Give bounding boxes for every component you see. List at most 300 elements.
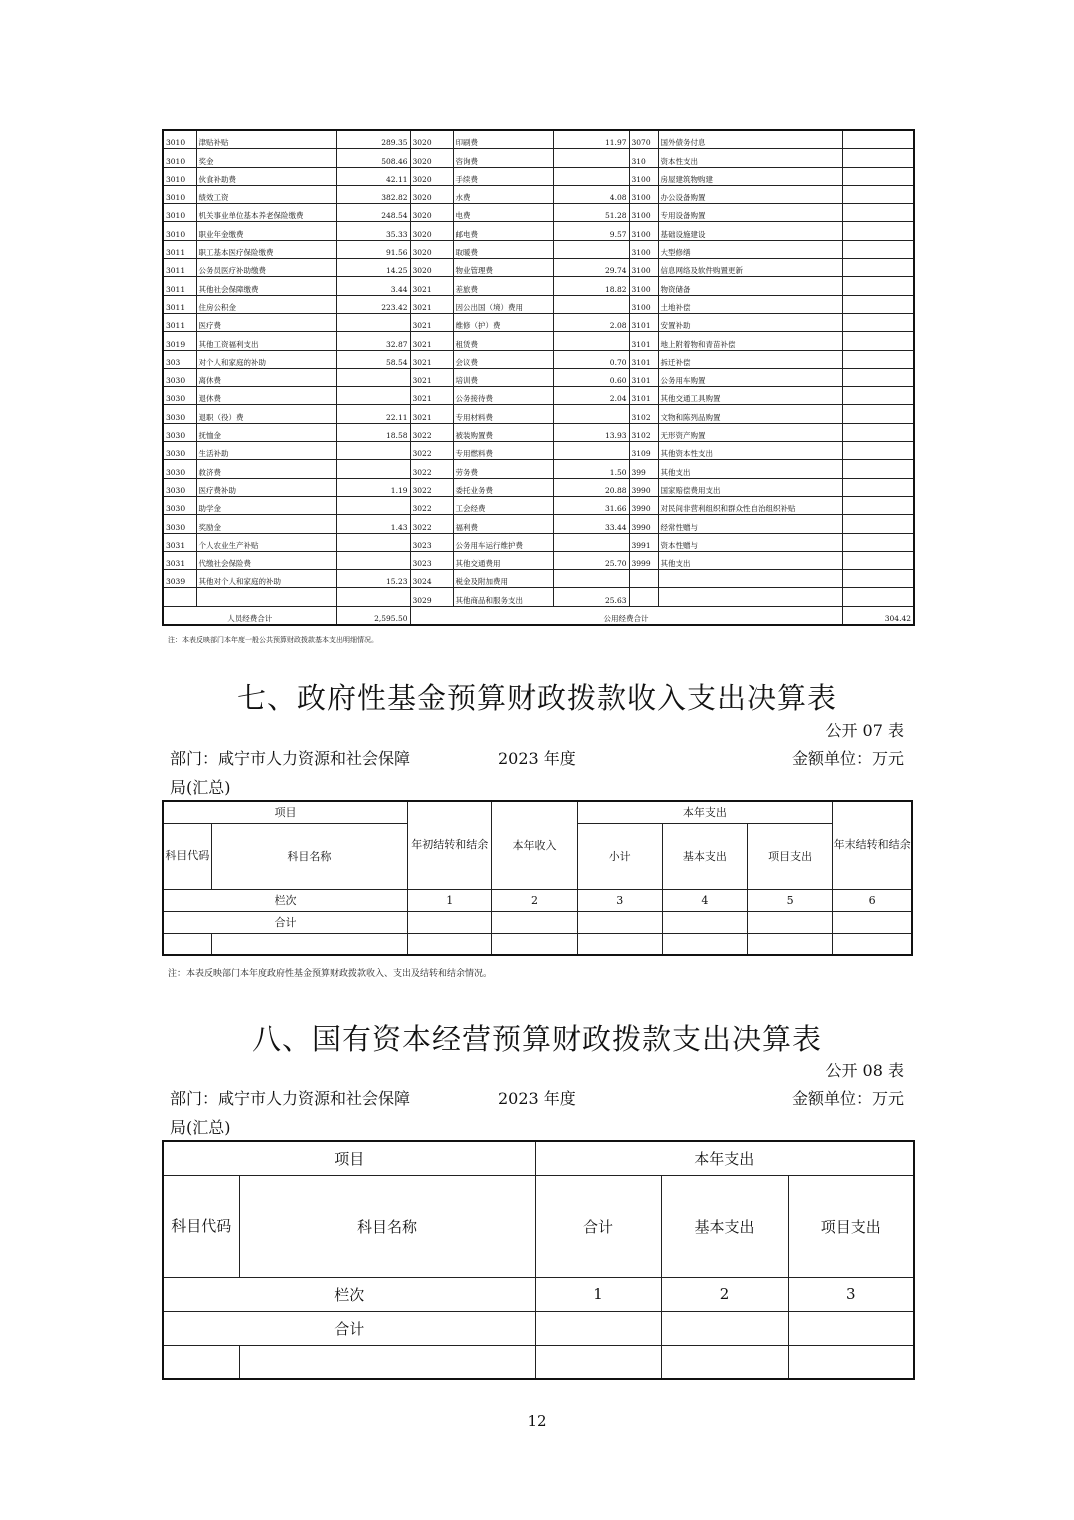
table-cell: 印刷费 bbox=[453, 130, 553, 149]
table-cell: 3031 bbox=[163, 551, 196, 569]
table-cell: 3020 bbox=[410, 167, 453, 185]
table-cell: 职业年金缴费 bbox=[196, 222, 336, 240]
table-cell: 津贴补贴 bbox=[196, 130, 336, 149]
table-cell: 3100 bbox=[629, 204, 658, 222]
table-cell: 医疗费补助 bbox=[196, 478, 336, 496]
section8-unit: 金额单位：万元 bbox=[791, 1089, 904, 1108]
section7-year: 2023 年度 bbox=[498, 749, 576, 768]
table-cell: 租赁费 bbox=[453, 332, 553, 350]
header-name: 科目名称 bbox=[239, 1175, 535, 1277]
table-cell: 18.58 bbox=[336, 423, 410, 441]
table-cell: 3990 bbox=[629, 515, 658, 533]
table-row bbox=[163, 350, 914, 368]
totals-row bbox=[163, 606, 914, 625]
table-cell: 3999 bbox=[629, 551, 658, 569]
table-cell: 劳务费 bbox=[453, 460, 553, 478]
table-row bbox=[163, 149, 914, 167]
table-cell: 地上附着物和青苗补偿 bbox=[658, 332, 842, 350]
table-cell: 个人农业生产补贴 bbox=[196, 533, 336, 551]
table-cell: 3020 bbox=[410, 149, 453, 167]
table-cell: 3021 bbox=[410, 295, 453, 313]
table-cell: 3022 bbox=[410, 496, 453, 514]
header-begin: 年初结转和结余 bbox=[408, 801, 492, 889]
table-cell: 223.42 bbox=[336, 295, 410, 313]
table-cell: 32.87 bbox=[336, 332, 410, 350]
table-cell: 代缴社会保险费 bbox=[196, 551, 336, 569]
table-cell bbox=[842, 240, 914, 258]
table-cell: 91.56 bbox=[336, 240, 410, 258]
table-cell bbox=[196, 588, 336, 606]
table-cell: 伙食补助费 bbox=[196, 167, 336, 185]
section7-dept-cont: 局(汇总) bbox=[170, 778, 231, 797]
table-cell: 3023 bbox=[410, 533, 453, 551]
table-cell: 3101 bbox=[629, 368, 658, 386]
table-cell bbox=[842, 460, 914, 478]
table-cell: 取暖费 bbox=[453, 240, 553, 258]
table-cell: 咨询费 bbox=[453, 149, 553, 167]
table-cell: 3011 bbox=[163, 259, 196, 277]
table-cell bbox=[553, 332, 629, 350]
table-cell: 399 bbox=[629, 460, 658, 478]
header-project: 项目支出 bbox=[748, 823, 833, 889]
table-cell: 绩效工资 bbox=[196, 185, 336, 203]
table-cell: 3070 bbox=[629, 130, 658, 149]
table-cell: 0.70 bbox=[553, 350, 629, 368]
public-total-value: 304.42 bbox=[842, 606, 914, 625]
table-row bbox=[163, 167, 914, 185]
header-name: 科目名称 bbox=[211, 823, 408, 889]
page-number: 12 bbox=[527, 1412, 547, 1430]
table-cell: 1.50 bbox=[553, 460, 629, 478]
table-row bbox=[163, 368, 914, 386]
table-cell: 51.28 bbox=[553, 204, 629, 222]
col-num: 3 bbox=[788, 1277, 914, 1311]
table-cell: 专用材料费 bbox=[453, 405, 553, 423]
table-cell: 公务用车购置 bbox=[658, 368, 842, 386]
table-cell: 4.08 bbox=[553, 185, 629, 203]
table-cell bbox=[553, 442, 629, 460]
table-cell bbox=[842, 350, 914, 368]
table-cell: 其他交通费用 bbox=[453, 551, 553, 569]
table-cell: 3021 bbox=[410, 332, 453, 350]
table-cell: 3011 bbox=[163, 295, 196, 313]
table-cell: 3023 bbox=[410, 551, 453, 569]
table-cell: 3021 bbox=[410, 350, 453, 368]
table-cell: 生活补助 bbox=[196, 442, 336, 460]
table-cell: 基础设施建设 bbox=[658, 222, 842, 240]
table-cell: 3030 bbox=[163, 515, 196, 533]
table-cell: 3011 bbox=[163, 277, 196, 295]
table-cell: 其他支出 bbox=[658, 460, 842, 478]
section8-year: 2023 年度 bbox=[498, 1089, 576, 1108]
table-cell: 维修（护）费 bbox=[453, 313, 553, 331]
table-cell bbox=[842, 496, 914, 514]
table-cell: 3100 bbox=[629, 167, 658, 185]
table-cell: 福利费 bbox=[453, 515, 553, 533]
section8-dept: 部门：咸宁市人力资源和社会保障 bbox=[170, 1089, 411, 1108]
table-cell: 3030 bbox=[163, 368, 196, 386]
table-cell bbox=[842, 259, 914, 277]
section7-unit: 金额单位：万元 bbox=[791, 749, 904, 768]
header-total: 合计 bbox=[535, 1175, 661, 1277]
table-cell bbox=[336, 313, 410, 331]
table-cell: 国外债务付息 bbox=[658, 130, 842, 149]
table-cell: 3100 bbox=[629, 259, 658, 277]
table-cell: 安置补助 bbox=[658, 313, 842, 331]
table-row bbox=[163, 588, 914, 606]
table-cell: 11.97 bbox=[553, 130, 629, 149]
gov-fund-table bbox=[162, 800, 913, 956]
table-cell: 3029 bbox=[410, 588, 453, 606]
table-row bbox=[163, 387, 914, 405]
table-cell: 会议费 bbox=[453, 350, 553, 368]
table-cell bbox=[842, 533, 914, 551]
table-cell: 3101 bbox=[629, 313, 658, 331]
table-row bbox=[163, 204, 914, 222]
table-cell: 住房公积金 bbox=[196, 295, 336, 313]
table-row bbox=[163, 222, 914, 240]
table-row bbox=[163, 240, 914, 258]
table-cell: 42.11 bbox=[336, 167, 410, 185]
table-cell bbox=[336, 496, 410, 514]
col-num: 1 bbox=[535, 1277, 661, 1311]
table-cell: 3031 bbox=[163, 533, 196, 551]
table-cell bbox=[336, 460, 410, 478]
table-row bbox=[163, 533, 914, 551]
table-cell: 13.93 bbox=[553, 423, 629, 441]
col-num: 3 bbox=[577, 889, 662, 911]
table-cell bbox=[336, 442, 410, 460]
table-cell: 3010 bbox=[163, 130, 196, 149]
table-row bbox=[163, 442, 914, 460]
table-cell: 公务接待费 bbox=[453, 387, 553, 405]
table-cell: 其他交通工具购置 bbox=[658, 387, 842, 405]
table-cell bbox=[842, 313, 914, 331]
table-cell: 奖金 bbox=[196, 149, 336, 167]
table-cell bbox=[842, 277, 914, 295]
table-cell: 3109 bbox=[629, 442, 658, 460]
table-cell: 303 bbox=[163, 350, 196, 368]
table-cell: 248.54 bbox=[336, 204, 410, 222]
table-cell: 25.70 bbox=[553, 551, 629, 569]
table-cell: 3030 bbox=[163, 460, 196, 478]
table-cell: 其他社会保障缴费 bbox=[196, 277, 336, 295]
row-total-label: 合计 bbox=[163, 1311, 535, 1345]
header-code: 科目代码 bbox=[163, 823, 211, 889]
table-cell bbox=[842, 130, 914, 149]
table-cell: 3100 bbox=[629, 222, 658, 240]
table-cell: 3020 bbox=[410, 185, 453, 203]
table-cell bbox=[842, 167, 914, 185]
state-capital-table bbox=[162, 1140, 915, 1380]
table-cell: 其他工资福利支出 bbox=[196, 332, 336, 350]
table-cell bbox=[336, 551, 410, 569]
table-cell: 3030 bbox=[163, 496, 196, 514]
table-cell: 289.35 bbox=[336, 130, 410, 149]
table-row bbox=[163, 185, 914, 203]
table-cell: 31.66 bbox=[553, 496, 629, 514]
col-num: 1 bbox=[408, 889, 492, 911]
table-cell: 3022 bbox=[410, 460, 453, 478]
table-cell: 3990 bbox=[629, 496, 658, 514]
table-cell: 3101 bbox=[629, 350, 658, 368]
table-cell: 助学金 bbox=[196, 496, 336, 514]
table-cell: 机关事业单位基本养老保险缴费 bbox=[196, 204, 336, 222]
table-cell bbox=[842, 295, 914, 313]
table-cell: 3010 bbox=[163, 204, 196, 222]
basic-expense-detail-table bbox=[162, 129, 915, 626]
table-row bbox=[163, 313, 914, 331]
section8-title: 八、国有资本经营预算财政拨款支出决算表 bbox=[251, 1022, 822, 1056]
table-cell bbox=[842, 423, 914, 441]
table-cell: 奖励金 bbox=[196, 515, 336, 533]
table-cell bbox=[842, 478, 914, 496]
header-item: 项目 bbox=[163, 1141, 535, 1175]
section7-code: 公开 07 表 bbox=[825, 721, 904, 740]
table-cell: 35.33 bbox=[336, 222, 410, 240]
table-cell: 3100 bbox=[629, 277, 658, 295]
table-cell: 其他商品和服务支出 bbox=[453, 588, 553, 606]
table-cell: 邮电费 bbox=[453, 222, 553, 240]
header-expense: 本年支出 bbox=[535, 1141, 914, 1175]
table-cell: 3020 bbox=[410, 222, 453, 240]
public-total-label: 公用经费合计 bbox=[410, 606, 842, 625]
section7-note: 注：本表反映部门本年度政府性基金预算财政拨款收入、支出及结转和结余情况。 bbox=[168, 969, 493, 979]
table-cell bbox=[553, 240, 629, 258]
header-code: 科目代码 bbox=[163, 1175, 239, 1277]
table-cell bbox=[658, 570, 842, 588]
table-cell: 9.57 bbox=[553, 222, 629, 240]
table-cell: 3100 bbox=[629, 185, 658, 203]
table-cell bbox=[842, 149, 914, 167]
table-cell: 3022 bbox=[410, 478, 453, 496]
table-cell: 国家赔偿费用支出 bbox=[658, 478, 842, 496]
header-end: 年末结转和结余 bbox=[833, 801, 912, 889]
table-cell: 办公设备购置 bbox=[658, 185, 842, 203]
table-cell: 电费 bbox=[453, 204, 553, 222]
table-cell: 3010 bbox=[163, 167, 196, 185]
table-cell bbox=[553, 167, 629, 185]
table-cell: 29.74 bbox=[553, 259, 629, 277]
table-cell: 3030 bbox=[163, 405, 196, 423]
table-cell: 委托业务费 bbox=[453, 478, 553, 496]
table-cell bbox=[842, 588, 914, 606]
table-cell: 3030 bbox=[163, 423, 196, 441]
table-cell: 0.60 bbox=[553, 368, 629, 386]
table-cell: 14.25 bbox=[336, 259, 410, 277]
table-row bbox=[163, 277, 914, 295]
table-cell bbox=[658, 588, 842, 606]
table-cell: 3024 bbox=[410, 570, 453, 588]
table-cell: 对个人和家庭的补助 bbox=[196, 350, 336, 368]
table-cell: 3022 bbox=[410, 423, 453, 441]
table-note: 注：本表反映部门本年度一般公共预算财政拨款基本支出明细情况。 bbox=[168, 636, 378, 644]
header-item: 项目 bbox=[163, 801, 408, 823]
table-cell bbox=[842, 515, 914, 533]
table-cell: 3991 bbox=[629, 533, 658, 551]
table-cell bbox=[629, 570, 658, 588]
table-cell: 2.04 bbox=[553, 387, 629, 405]
table-cell: 2.08 bbox=[553, 313, 629, 331]
table-cell: 因公出国（境）费用 bbox=[453, 295, 553, 313]
table-cell: 救济费 bbox=[196, 460, 336, 478]
table-row bbox=[163, 570, 914, 588]
table-cell bbox=[842, 551, 914, 569]
table-cell: 3102 bbox=[629, 405, 658, 423]
table-cell: 培训费 bbox=[453, 368, 553, 386]
table-cell: 3100 bbox=[629, 295, 658, 313]
table-cell: 水费 bbox=[453, 185, 553, 203]
table-cell bbox=[842, 387, 914, 405]
table-cell bbox=[336, 588, 410, 606]
table-cell bbox=[842, 405, 914, 423]
table-cell: 公务员医疗补助缴费 bbox=[196, 259, 336, 277]
table-cell: 其他支出 bbox=[658, 551, 842, 569]
header-project: 项目支出 bbox=[788, 1175, 914, 1277]
table-cell: 离休费 bbox=[196, 368, 336, 386]
table-cell bbox=[842, 185, 914, 203]
table-cell: 物资储备 bbox=[658, 277, 842, 295]
table-cell: 对民间非营利组织和群众性自治组织补贴 bbox=[658, 496, 842, 514]
table-cell: 3010 bbox=[163, 149, 196, 167]
table-cell: 25.63 bbox=[553, 588, 629, 606]
table-cell: 工会经费 bbox=[453, 496, 553, 514]
table-row bbox=[163, 515, 914, 533]
table-cell bbox=[842, 332, 914, 350]
col-num: 6 bbox=[833, 889, 912, 911]
table-cell: 无形资产购置 bbox=[658, 423, 842, 441]
table-cell: 58.54 bbox=[336, 350, 410, 368]
table-row bbox=[163, 496, 914, 514]
table-cell: 专用设备购置 bbox=[658, 204, 842, 222]
table-cell: 土地补偿 bbox=[658, 295, 842, 313]
table-cell: 20.88 bbox=[553, 478, 629, 496]
table-cell: 3021 bbox=[410, 368, 453, 386]
row-total-label: 合计 bbox=[163, 911, 408, 933]
table-cell: 3030 bbox=[163, 387, 196, 405]
table-cell: 3020 bbox=[410, 240, 453, 258]
col-num: 4 bbox=[662, 889, 747, 911]
table-cell bbox=[336, 387, 410, 405]
table-cell: 退休费 bbox=[196, 387, 336, 405]
table-cell: 3100 bbox=[629, 240, 658, 258]
table-cell: 1.43 bbox=[336, 515, 410, 533]
table-cell: 3020 bbox=[410, 259, 453, 277]
table-cell: 3019 bbox=[163, 332, 196, 350]
table-cell: 3021 bbox=[410, 387, 453, 405]
table-cell: 3022 bbox=[410, 515, 453, 533]
table-cell: 3021 bbox=[410, 405, 453, 423]
table-cell: 1.19 bbox=[336, 478, 410, 496]
table-cell: 差旅费 bbox=[453, 277, 553, 295]
section8-code: 公开 08 表 bbox=[825, 1061, 904, 1080]
table-cell: 3020 bbox=[410, 204, 453, 222]
table-cell: 3.44 bbox=[336, 277, 410, 295]
table-cell: 3101 bbox=[629, 387, 658, 405]
table-cell: 3030 bbox=[163, 442, 196, 460]
table-row bbox=[163, 405, 914, 423]
section8-dept-cont: 局(汇总) bbox=[170, 1118, 231, 1137]
col-num: 2 bbox=[492, 889, 577, 911]
header-basic: 基本支出 bbox=[662, 823, 747, 889]
table-cell bbox=[336, 368, 410, 386]
table-cell: 信息网络及软件购置更新 bbox=[658, 259, 842, 277]
table-cell bbox=[629, 588, 658, 606]
table-row bbox=[163, 332, 914, 350]
table-cell bbox=[842, 368, 914, 386]
table-cell: 其他资本性支出 bbox=[658, 442, 842, 460]
table-cell bbox=[553, 405, 629, 423]
table-cell: 经常性赠与 bbox=[658, 515, 842, 533]
header-income: 本年收入 bbox=[492, 801, 577, 889]
table-row bbox=[163, 295, 914, 313]
table-cell bbox=[842, 222, 914, 240]
table-cell: 拆迁补偿 bbox=[658, 350, 842, 368]
header-subtotal: 小计 bbox=[577, 823, 662, 889]
table-cell: 3011 bbox=[163, 313, 196, 331]
table-row bbox=[163, 259, 914, 277]
table-cell: 资本性支出 bbox=[658, 149, 842, 167]
table-row bbox=[163, 130, 914, 149]
table-cell bbox=[842, 570, 914, 588]
header-expense: 本年支出 bbox=[577, 801, 833, 823]
table-cell: 3011 bbox=[163, 240, 196, 258]
col-num: 5 bbox=[748, 889, 833, 911]
col-num: 2 bbox=[661, 1277, 788, 1311]
table-cell bbox=[163, 588, 196, 606]
table-cell: 3010 bbox=[163, 185, 196, 203]
table-cell: 3022 bbox=[410, 442, 453, 460]
table-row bbox=[163, 460, 914, 478]
table-cell: 22.11 bbox=[336, 405, 410, 423]
row-column-label: 栏次 bbox=[163, 889, 408, 911]
section7-title: 七、政府性基金预算财政拨款收入支出决算表 bbox=[236, 681, 837, 715]
table-cell: 3990 bbox=[629, 478, 658, 496]
table-cell: 33.44 bbox=[553, 515, 629, 533]
table-cell: 物业管理费 bbox=[453, 259, 553, 277]
table-cell: 手续费 bbox=[453, 167, 553, 185]
table-cell: 3020 bbox=[410, 130, 453, 149]
table-cell: 专用燃料费 bbox=[453, 442, 553, 460]
table-cell: 3030 bbox=[163, 478, 196, 496]
table-cell: 其他对个人和家庭的补助 bbox=[196, 570, 336, 588]
table-cell: 文物和陈列品购置 bbox=[658, 405, 842, 423]
table-cell: 15.23 bbox=[336, 570, 410, 588]
table-cell: 大型修缮 bbox=[658, 240, 842, 258]
table-cell: 310 bbox=[629, 149, 658, 167]
table-cell bbox=[553, 570, 629, 588]
table-cell: 3021 bbox=[410, 313, 453, 331]
table-cell: 3102 bbox=[629, 423, 658, 441]
table-cell: 3021 bbox=[410, 277, 453, 295]
table-cell: 3010 bbox=[163, 222, 196, 240]
table-cell bbox=[842, 204, 914, 222]
table-cell: 职工基本医疗保险缴费 bbox=[196, 240, 336, 258]
table-cell: 抚恤金 bbox=[196, 423, 336, 441]
table-cell: 508.46 bbox=[336, 149, 410, 167]
table-row bbox=[163, 423, 914, 441]
personnel-total-value: 2,595.50 bbox=[336, 606, 410, 625]
table-cell: 税金及附加费用 bbox=[453, 570, 553, 588]
table-cell: 3039 bbox=[163, 570, 196, 588]
section7-dept: 部门：咸宁市人力资源和社会保障 bbox=[170, 749, 411, 768]
personnel-total-label: 人员经费合计 bbox=[163, 606, 336, 625]
table-cell: 公务用车运行维护费 bbox=[453, 533, 553, 551]
table-cell bbox=[553, 149, 629, 167]
table-cell: 资本性赠与 bbox=[658, 533, 842, 551]
table-cell: 医疗费 bbox=[196, 313, 336, 331]
table-cell bbox=[336, 533, 410, 551]
